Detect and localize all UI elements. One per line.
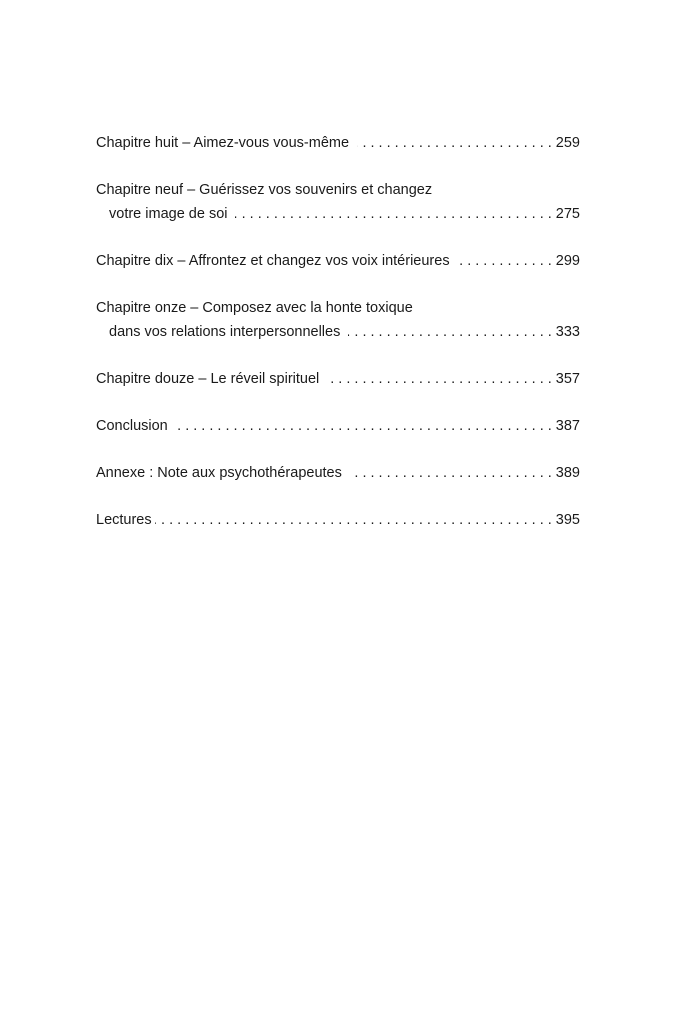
toc-page-number: 387 xyxy=(555,418,580,434)
toc-page-number: 389 xyxy=(555,465,580,481)
toc-entry-title: Chapitre huit – Aimez-vous vous-même xyxy=(96,135,350,151)
toc-entry xyxy=(96,296,580,344)
toc-entry xyxy=(96,249,580,273)
toc-line xyxy=(96,131,580,155)
toc-entry xyxy=(96,461,580,485)
toc-line xyxy=(96,367,580,391)
toc-line xyxy=(96,249,580,273)
toc-page-number: 275 xyxy=(555,206,580,222)
toc-entry-title: Lectures xyxy=(96,512,152,528)
toc-page-number: 357 xyxy=(555,371,580,387)
dot-leader xyxy=(176,414,552,438)
toc-entry xyxy=(96,414,580,438)
toc-line-continued xyxy=(96,320,580,344)
toc-line-continued xyxy=(96,202,580,226)
toc-page-number: 259 xyxy=(555,135,580,151)
toc-entry-title: Chapitre dix – Affrontez et changez vos voix intérieures xyxy=(96,253,450,269)
toc-entry-title-continued: votre image de soi xyxy=(109,206,228,222)
table-of-contents xyxy=(96,131,580,555)
toc-line xyxy=(96,296,580,320)
dot-leader xyxy=(458,249,552,273)
toc-entry-title: Chapitre neuf – Guérissez vos souvenirs et changez xyxy=(96,182,433,198)
toc-entry-title: Chapitre onze – Composez avec la honte toxique xyxy=(96,300,413,316)
toc-page-number: 395 xyxy=(555,512,580,528)
toc-entry xyxy=(96,367,580,391)
toc-line xyxy=(96,461,580,485)
toc-entry-title: Conclusion xyxy=(96,418,168,434)
dot-leader xyxy=(350,461,552,485)
dot-leader xyxy=(327,367,552,391)
toc-entry-title: Annexe : Note aux psychothérapeutes xyxy=(96,465,342,481)
toc-line xyxy=(96,414,580,438)
toc-page-number: 299 xyxy=(555,253,580,269)
toc-entry xyxy=(96,178,580,226)
dot-leader xyxy=(348,320,551,344)
toc-entry xyxy=(96,131,580,155)
dot-leader xyxy=(155,508,552,532)
toc-entry-title: Chapitre douze – Le réveil spirituel xyxy=(96,371,320,387)
dot-leader xyxy=(235,202,551,226)
toc-entry xyxy=(96,508,580,532)
toc-line xyxy=(96,508,580,532)
toc-page-number: 333 xyxy=(555,324,580,340)
toc-entry-title-continued: dans vos relations interpersonnelles xyxy=(109,324,341,340)
toc-line xyxy=(96,178,580,202)
dot-leader xyxy=(357,131,552,155)
